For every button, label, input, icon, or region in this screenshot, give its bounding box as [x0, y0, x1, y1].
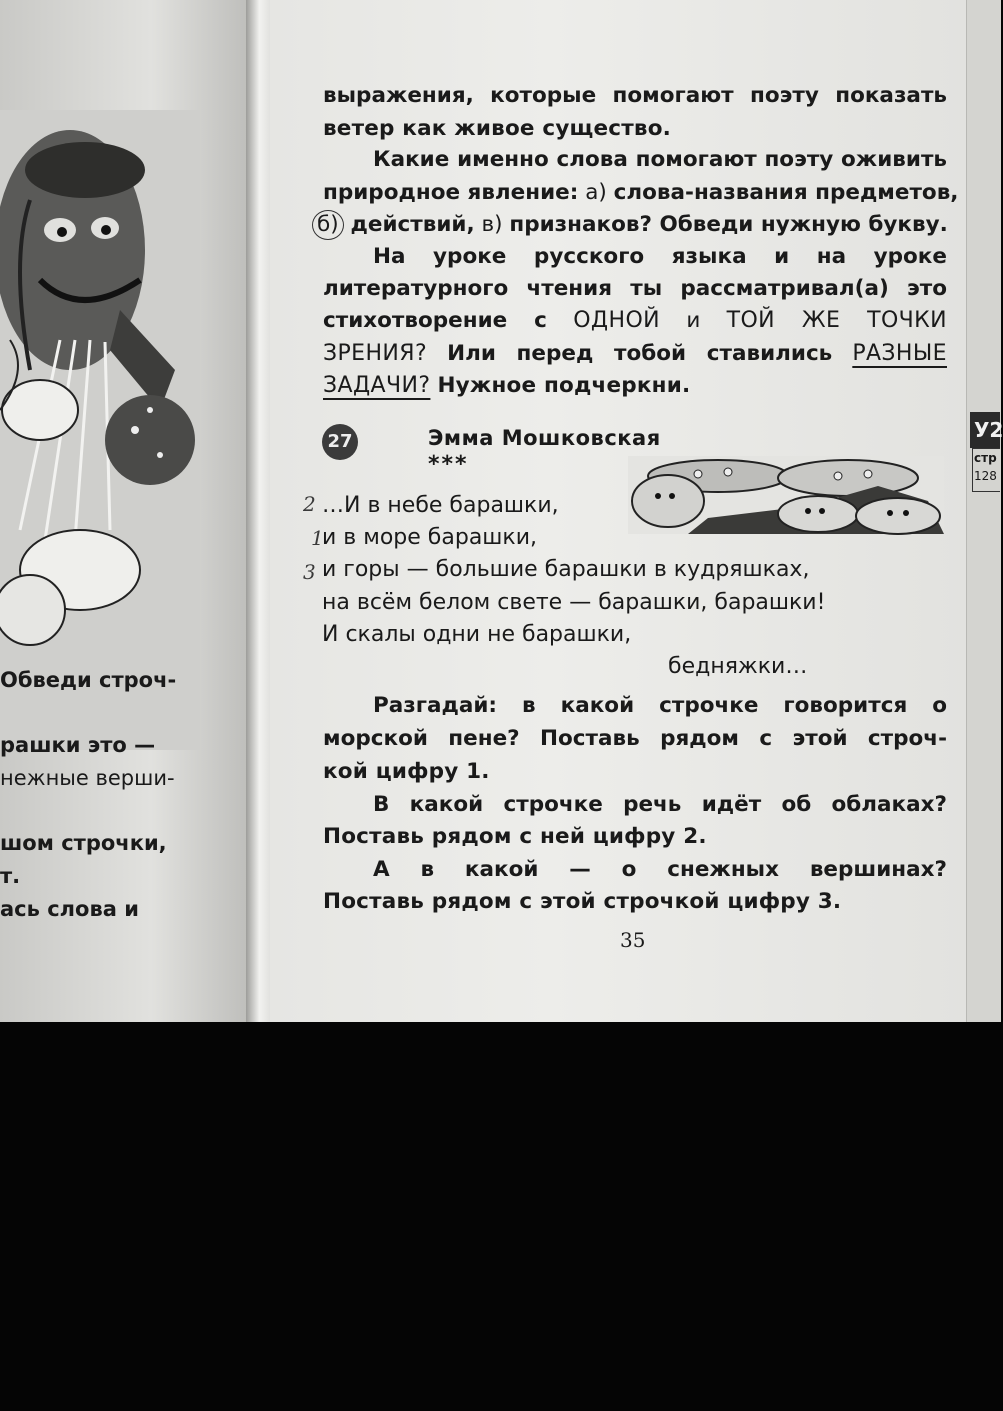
sheep-illustration	[628, 456, 944, 534]
question-line: морской пене? Поставь рядом с этой строч-	[323, 726, 947, 751]
section-tab: У2	[970, 412, 1000, 448]
poem-author: Эмма Мошковская	[428, 426, 661, 450]
text-line: выражения, которые помогают поэту показать	[323, 83, 947, 108]
text-line: ЗАДАЧИ? Нужное подчеркни.	[323, 373, 691, 398]
poem-line: бедняжки…	[668, 654, 808, 679]
left-fragment-2: рашки это —	[0, 733, 156, 757]
text-line: Какие именно слова помогают поэту оживить	[373, 147, 947, 172]
question-line: А в какой — о снежных вершинах?	[373, 857, 947, 882]
question-line: Поставь рядом с ней цифру 2.	[323, 824, 707, 849]
question-line: Поставь рядом с этой строчкой цифру 3.	[323, 889, 842, 914]
text-line: ЗРЕНИЯ? Или перед тобой ставились РАЗНЫЕ	[323, 341, 947, 366]
left-fragment-3: нежные верши-	[0, 766, 175, 790]
task-number-badge: 27	[322, 424, 358, 460]
handwritten-mark-2: 2	[303, 492, 316, 516]
text-line: природное явление: а) слова-названия предметов,	[323, 180, 959, 205]
poem-line: и в море барашки,	[322, 525, 538, 550]
left-fragment-5: т.	[0, 864, 21, 888]
underlined-answer: ЗАДАЧИ?	[323, 373, 431, 398]
section-tab-sub: стр	[974, 451, 997, 465]
poem-line: И скалы одни не барашки,	[322, 622, 632, 647]
section-tab-sub: 128	[974, 469, 997, 483]
poem-line: …И в небе барашки,	[322, 493, 559, 518]
text-line: б) действий, в) признаков? Обведи нужную букву.	[318, 210, 947, 240]
left-fragment-4: шом строчки,	[0, 831, 167, 855]
text-line: ветер как живое существо.	[323, 116, 672, 141]
handwritten-mark-3: 3	[303, 560, 316, 584]
question-line: Разгадай: в какой строчке говорится о	[373, 693, 947, 718]
wind-illustration	[0, 110, 200, 750]
left-fragment-6: ась слова и	[0, 897, 139, 921]
circled-answer: б)	[312, 210, 344, 240]
handwritten-mark-1: 1	[311, 526, 324, 550]
poem-line: на всём белом свете — барашки, барашки!	[322, 590, 826, 615]
next-page-edge	[966, 0, 1001, 1022]
page-number: 35	[620, 928, 646, 952]
left-page	[0, 0, 252, 1022]
question-line: В какой строчке речь идёт об облаках?	[373, 792, 947, 817]
text-line: стихотворение с ОДНОЙ и ТОЙ ЖЕ ТОЧКИ	[323, 308, 948, 333]
left-fragment-1: Обведи строч-	[0, 668, 177, 692]
underlined-answer: РАЗНЫЕ	[852, 341, 947, 366]
poem-stars: ***	[428, 452, 469, 477]
poem-line: и горы — большие барашки в кудряшках,	[322, 557, 810, 582]
question-line: кой цифру 1.	[323, 759, 490, 784]
text-line: литературного чтения ты рассматривал(а) это	[323, 276, 947, 301]
text-line: На уроке русского языка и на уроке	[373, 244, 947, 269]
